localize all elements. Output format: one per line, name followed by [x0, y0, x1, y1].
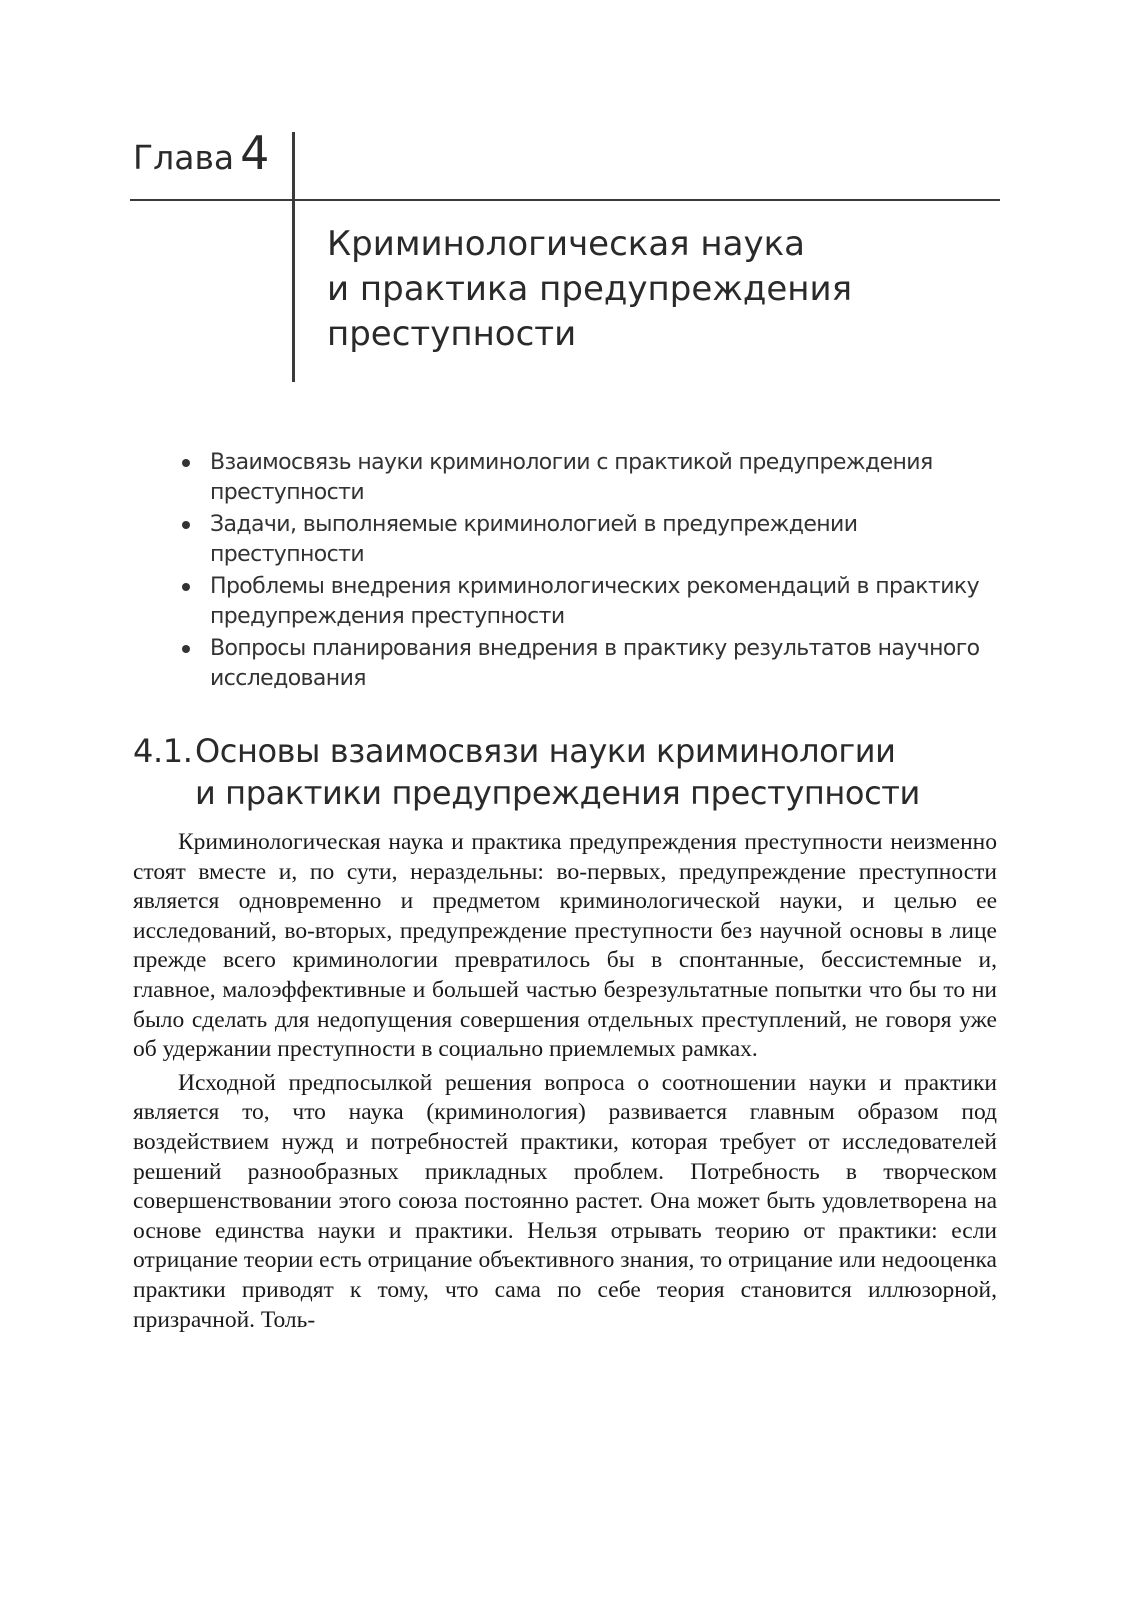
section-title-line: Основы взаимосвязи науки криминологии — [195, 732, 896, 770]
section-title-line: и практики предупреждения преступности — [195, 774, 920, 812]
outline-item-text: Взаимосвязь науки криминологии с практикой предупреждения преступности — [210, 450, 933, 505]
outline-item-text: Вопросы планирования внедрения в практику результатов научного исследования — [210, 636, 980, 691]
outline-item — [180, 572, 1010, 632]
outline-item — [180, 510, 1010, 570]
section-number: 4.1. — [133, 732, 193, 770]
chapter-label-word: Глава — [133, 138, 235, 177]
chapter-vertical-rule — [292, 132, 295, 382]
outline-item — [180, 448, 1010, 508]
body-text — [133, 828, 997, 1335]
paragraph: Криминологическая наука и практика предупреждения преступности неизменно стоят вместе и, по сути, нераздельны: во-первых, предупреждение преступности является одновременно и предметом криминологической науки, и целью ее исследований, во-вторых, предупреждение преступности без научной основы в лице прежде всего криминологии превратилось бы в спонтанные, бессистемные и, главное, малоэффективные и большей частью безрезультатные попытки что бы то ни было сделать для недопущения совершения отдельных преступлений, не говоря уже об удержании преступности в социально приемлемых рамках. — [133, 829, 997, 1063]
chapter-title-line: Криминологическая наука — [327, 224, 805, 264]
bullet-icon — [182, 521, 190, 529]
outline-item-text: Проблемы внедрения криминологических рекомендаций в практику предупреждения преступности — [210, 574, 980, 629]
outline-item-text: Задачи, выполняемые криминологией в предупреждении преступности — [210, 512, 858, 567]
chapter-title-line: и практика предупреждения — [327, 269, 853, 309]
paragraph: Исходной предпосылкой решения вопроса о соотношении науки и практики является то, что наука (криминология) развивается главным образом под воздействием нужд и потребностей практики, которая требует от исследователей решений разнообразных прикладных проблем. Потребность в творческом совершенствовании этого союза постоянно растет. Она может быть удовлетворена на основе единства науки и практики. Нельзя отрывать теорию от практики: если отрицание теории есть отрицание объективного знания, то отрицание или недооценка практики приводят к тому, что сама по себе теория становится иллюзорной, призрачной. Толь- — [133, 1069, 997, 1333]
bullet-icon — [182, 583, 190, 591]
chapter-title — [327, 222, 967, 357]
chapter-label — [133, 128, 269, 183]
outline-item — [180, 634, 1010, 694]
section-title — [133, 730, 1013, 814]
chapter-outline — [180, 448, 1010, 696]
chapter-title-line: преступности — [327, 314, 577, 354]
bullet-icon — [182, 645, 190, 653]
bullet-icon — [182, 459, 190, 467]
chapter-horizontal-rule — [130, 199, 1000, 201]
chapter-number: 4 — [240, 126, 270, 180]
